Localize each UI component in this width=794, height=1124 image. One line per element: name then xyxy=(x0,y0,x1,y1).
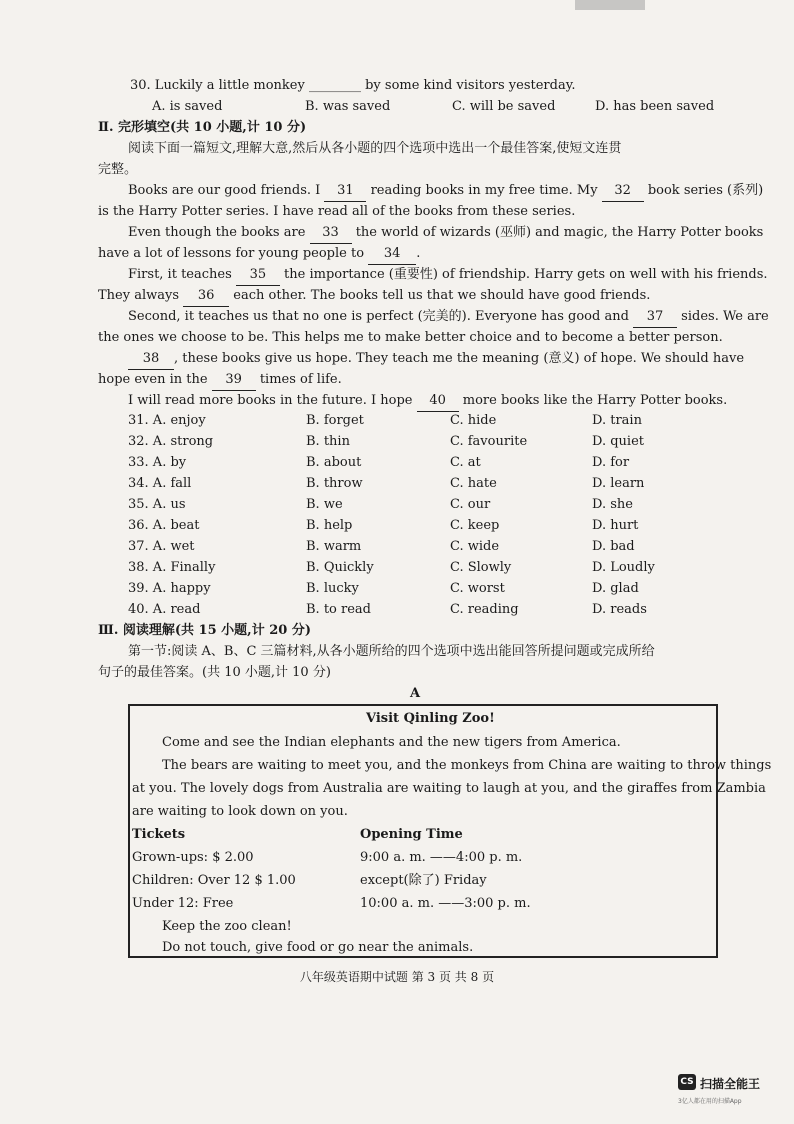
choice-37-c: C. wide xyxy=(450,539,500,554)
scan-smudge xyxy=(575,0,645,10)
section2-instruction: 阅读下面一篇短文,理解大意,然后从各小题的四个选项中选出一个最佳答案,使短文连贯 xyxy=(128,141,622,156)
choice-34-b: B. throw xyxy=(306,476,363,491)
choice-40-d: D. reads xyxy=(592,602,647,617)
q30-stem: 30. Luckily a little monkey ________ by some kind visitors yesterday. xyxy=(130,78,576,93)
blank-40: 40 xyxy=(417,391,459,412)
choice-39-c: C. worst xyxy=(450,581,505,596)
passage-line: I will read more books in the future. I hope 40 more books like the Harry Potter books. xyxy=(128,391,727,412)
choice-34-c: C. hate xyxy=(450,476,497,491)
blank-35: 35 xyxy=(236,265,280,286)
zoo-rule: Do not touch, give food or go near the animals. xyxy=(162,940,474,955)
choice-35-d: D. she xyxy=(592,497,633,512)
zoo-line: Come and see the Indian elephants and the new tigers from America. xyxy=(162,735,621,750)
zoo-line: are waiting to look down on you. xyxy=(132,804,348,819)
choice-35-b: B. we xyxy=(306,497,343,512)
section3-instruction: 第一节:阅读 A、B、C 三篇材料,从各小题所给的四个选项中选出能回答所提问题或完成所给 xyxy=(128,644,655,659)
passage-line: Second, it teaches us that no one is perfect (完美的). Everyone has good and 37 sides. We are xyxy=(128,307,769,328)
zoo-rule: Keep the zoo clean! xyxy=(162,919,292,934)
zoo-line: The bears are waiting to meet you, and the monkeys from China are waiting to throw things xyxy=(162,758,772,773)
choice-31-c: C. hide xyxy=(450,413,497,428)
passage-line: 38 , these books give us hope. They teach me the meaning (意义) of hope. We should have xyxy=(128,349,744,370)
ticket-price: Grown-ups: $ 2.00 xyxy=(132,850,254,865)
choice-31-a: 31. A. enjoy xyxy=(128,413,206,428)
section3-title: Ⅲ. 阅读理解(共 15 小题,计 20 分) xyxy=(98,623,311,638)
choice-32-d: D. quiet xyxy=(592,434,644,449)
opening-time-heading: Opening Time xyxy=(360,827,463,842)
section2-title: Ⅱ. 完形填空(共 10 小题,计 10 分) xyxy=(98,120,307,135)
choice-38-b: B. Quickly xyxy=(306,560,374,575)
choice-34-a: 34. A. fall xyxy=(128,476,192,491)
blank-34: 34 xyxy=(368,244,416,265)
passage-a-label: A xyxy=(410,686,421,701)
ticket-price: Under 12: Free xyxy=(132,896,234,911)
choice-31-b: B. forget xyxy=(306,413,364,428)
camscanner-tagline: 3亿人都在用的扫描App xyxy=(678,1098,742,1105)
tickets-heading: Tickets xyxy=(132,827,186,842)
ticket-price: Children: Over 12 $ 1.00 xyxy=(132,873,296,888)
q30-option-b: B. was saved xyxy=(305,99,391,114)
camscanner-logo-icon: CS xyxy=(678,1074,696,1090)
choice-32-b: B. thin xyxy=(306,434,350,449)
choice-38-c: C. Slowly xyxy=(450,560,512,575)
passage-line: hope even in the 39 times of life. xyxy=(98,370,342,391)
choice-38-a: 38. A. Finally xyxy=(128,560,216,575)
choice-40-a: 40. A. read xyxy=(128,602,201,617)
choice-35-a: 35. A. us xyxy=(128,497,186,512)
choice-39-d: D. glad xyxy=(592,581,639,596)
choice-36-d: D. hurt xyxy=(592,518,639,533)
choice-36-a: 36. A. beat xyxy=(128,518,200,533)
choice-35-c: C. our xyxy=(450,497,491,512)
passage-line: They always 36 each other. The books tell us that we should have good friends. xyxy=(98,286,650,307)
passage-line: have a lot of lessons for young people to 34 . xyxy=(98,244,420,265)
passage-line: the ones we choose to be. This helps me to make better choice and to become a better person. xyxy=(98,330,723,345)
choice-36-c: C. keep xyxy=(450,518,500,533)
q30-option-a: A. is saved xyxy=(152,99,223,114)
opening-time: except(除了) Friday xyxy=(360,873,487,888)
choice-34-d: D. learn xyxy=(592,476,645,491)
choice-37-d: D. bad xyxy=(592,539,635,554)
blank-33: 33 xyxy=(310,223,352,244)
zoo-line: at you. The lovely dogs from Australia are waiting to laugh at you, and the giraffes from Zambia xyxy=(132,781,766,796)
blank-38: 38 xyxy=(128,349,174,370)
choice-40-b: B. to read xyxy=(306,602,371,617)
choice-38-d: D. Loudly xyxy=(592,560,655,575)
section3-instruction-cont: 句子的最佳答案。(共 10 小题,计 10 分) xyxy=(98,665,331,680)
choice-39-b: B. lucky xyxy=(306,581,359,596)
choice-33-c: C. at xyxy=(450,455,481,470)
choice-33-b: B. about xyxy=(306,455,362,470)
passage-line: Books are our good friends. I 31 reading books in my free time. My 32 book series (系列) xyxy=(128,181,763,202)
choice-37-b: B. warm xyxy=(306,539,362,554)
choice-32-c: C. favourite xyxy=(450,434,528,449)
section2-instruction-cont: 完整。 xyxy=(98,162,138,177)
blank-32: 32 xyxy=(602,181,644,202)
blank-39: 39 xyxy=(212,370,256,391)
zoo-ad-box xyxy=(128,704,772,958)
choice-33-a: 33. A. by xyxy=(128,455,187,470)
choice-31-d: D. train xyxy=(592,413,642,428)
zoo-title: Visit Qinling Zoo! xyxy=(366,711,495,726)
q30-option-c: C. will be saved xyxy=(452,99,556,114)
choice-39-a: 39. A. happy xyxy=(128,581,211,596)
blank-37: 37 xyxy=(633,307,677,328)
page-footer: 八年级英语期中试题 第 3 页 共 8 页 xyxy=(299,970,495,984)
opening-time: 10:00 a. m. ——3:00 p. m. xyxy=(360,896,531,911)
passage-line: First, it teaches 35 the importance (重要性) of friendship. Harry gets on well with his friends. xyxy=(128,265,768,286)
choice-37-a: 37. A. wet xyxy=(128,539,195,554)
opening-time: 9:00 a. m. ——4:00 p. m. xyxy=(360,850,523,865)
choice-33-d: D. for xyxy=(592,455,630,470)
blank-36: 36 xyxy=(183,286,229,307)
camscanner-name: 扫描全能王 xyxy=(700,1077,761,1091)
q30-option-d: D. has been saved xyxy=(595,99,715,114)
passage-line: Even though the books are 33 the world of wizards (巫师) and magic, the Harry Potter books xyxy=(128,223,763,244)
passage-line: is the Harry Potter series. I have read all of the books from these series. xyxy=(98,204,576,219)
choice-32-a: 32. A. strong xyxy=(128,434,214,449)
choice-40-c: C. reading xyxy=(450,602,519,617)
choice-36-b: B. help xyxy=(306,518,353,533)
blank-31: 31 xyxy=(324,181,366,202)
